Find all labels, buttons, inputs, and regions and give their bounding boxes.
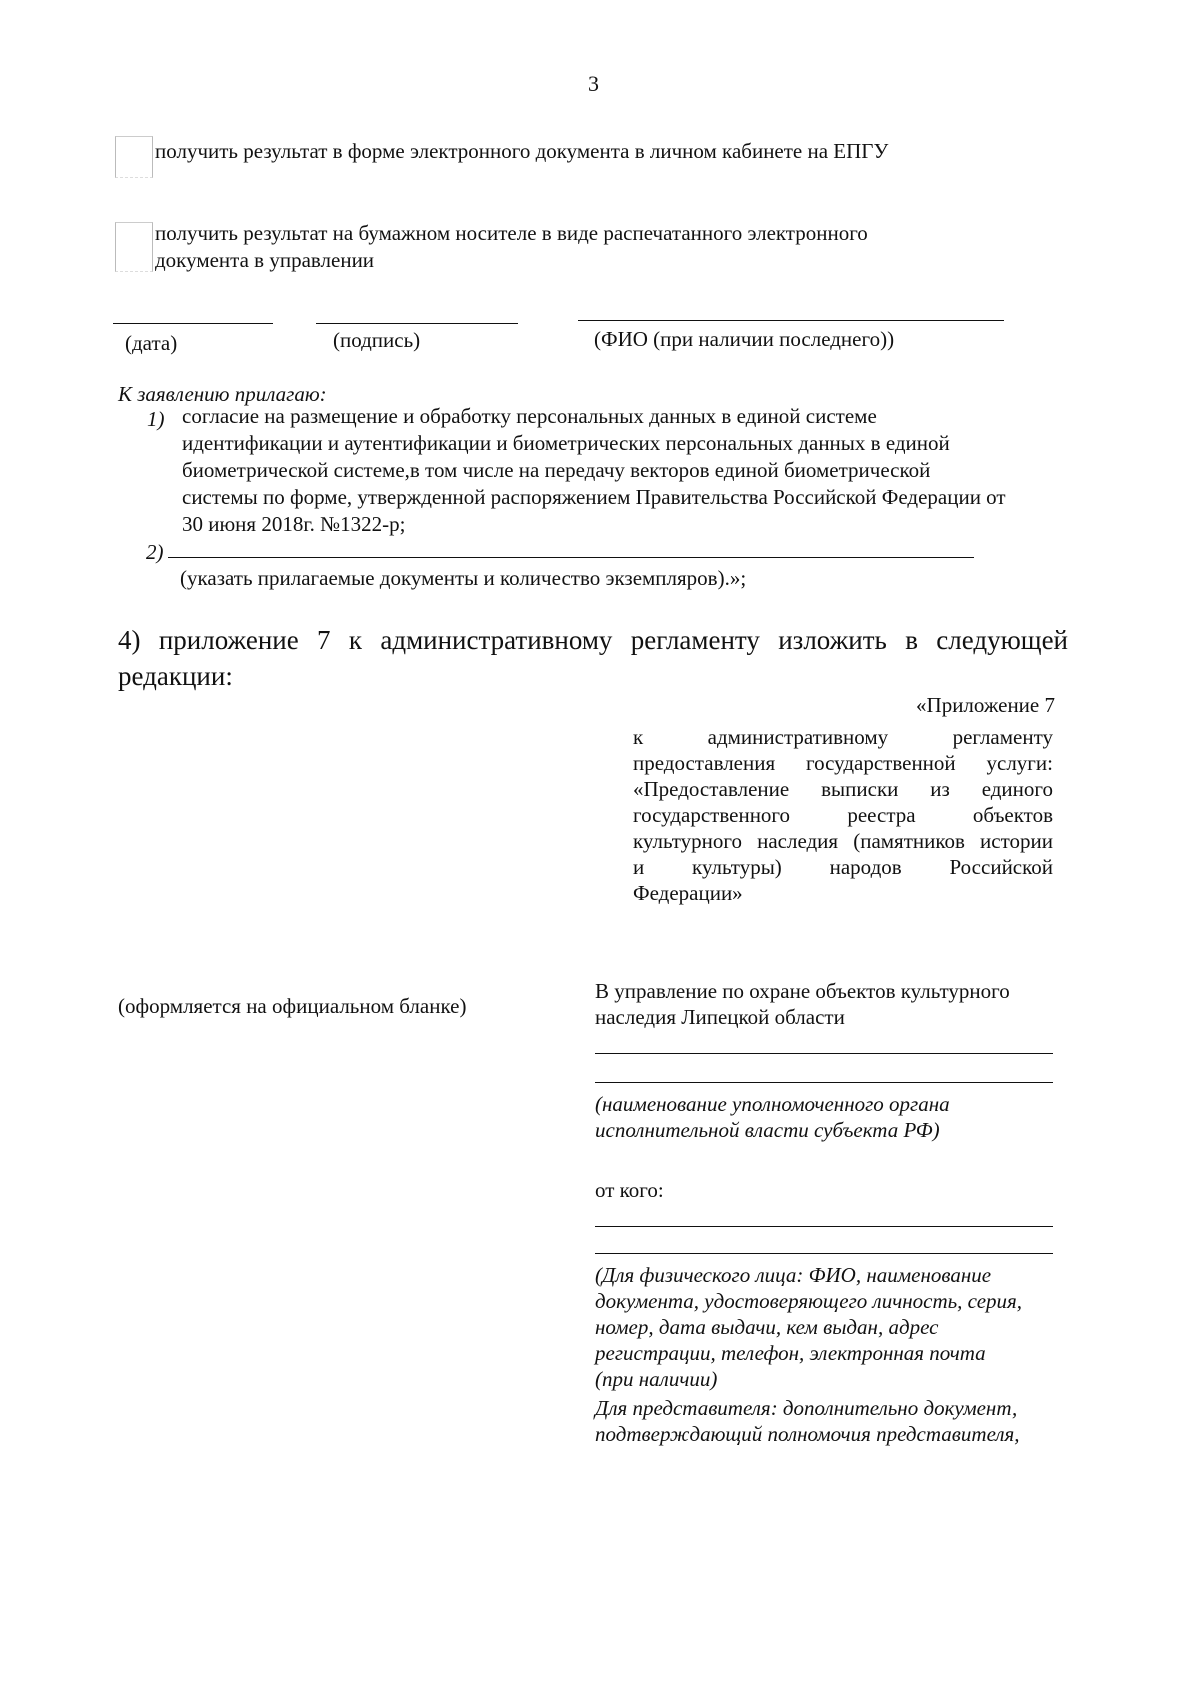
- attachment-2-hint: (указать прилагаемые документы и количество экземпляров).»;: [180, 566, 747, 590]
- date-caption: (дата): [125, 331, 178, 355]
- signature-line: [316, 323, 518, 324]
- appendix-line: и культуры) народов Российской: [633, 855, 1053, 879]
- physical-person-hint: номер, дата выдачи, кем выдан, адрес: [595, 1315, 939, 1339]
- date-line: [113, 323, 273, 324]
- appendix-line: Федерации»: [633, 881, 743, 905]
- sender-line: [595, 1226, 1053, 1227]
- official-blank-note: (оформляется на официальном бланке): [118, 994, 467, 1018]
- attachment-1-line: биометрической системе,в том числе на передачу векторов единой биометрической: [182, 458, 931, 482]
- option-label-paper-line1: получить результат на бумажном носителе в виде распечатанного электронного: [155, 221, 868, 245]
- attachment-1-line: согласие на размещение и обработку персональных данных в единой системе: [182, 404, 877, 428]
- attachment-2-number: 2): [146, 540, 164, 564]
- appendix-line: предоставления государственной услуги:: [633, 751, 1053, 775]
- physical-person-hint: документа, удостоверяющего личность, серия,: [595, 1289, 1023, 1313]
- addressee-line1: В управление по охране объектов культурного: [595, 979, 1010, 1003]
- attachment-1-line: идентификации и аутентификации и биометрических персональных данных в единой: [182, 431, 950, 455]
- option-checkbox-electronic[interactable]: [115, 136, 153, 178]
- appendix-line: «Предоставление выписки из единого: [633, 777, 1053, 801]
- appendix-line: культурного наследия (памятников истории: [633, 829, 1053, 853]
- physical-person-hint: регистрации, телефон, электронная почта: [595, 1341, 986, 1365]
- attachments-heading: К заявлению прилагаю:: [118, 382, 327, 406]
- page-number: 3: [588, 71, 599, 96]
- attachment-1-line: 30 июня 2018г. №1322-р;: [182, 512, 406, 536]
- from-label: от кого:: [595, 1178, 664, 1202]
- option-label-paper-line2: документа в управлении: [155, 248, 375, 272]
- authority-line: [595, 1082, 1053, 1083]
- addressee-line2: наследия Липецкой области: [595, 1005, 845, 1029]
- signature-caption: (подпись): [333, 328, 421, 352]
- representative-hint: Для представителя: дополнительно документ,: [595, 1396, 1018, 1420]
- sender-line: [595, 1253, 1053, 1254]
- physical-person-hint: (при наличии): [595, 1367, 718, 1391]
- attachment-1-line: системы по форме, утвержденной распоряжением Правительства Российской Федерации от: [182, 485, 1006, 509]
- representative-hint: подтверждающий полномочия представителя,: [595, 1422, 1020, 1446]
- authority-hint-line2: исполнительной власти субъекта РФ): [595, 1118, 940, 1142]
- fio-caption: (ФИО (при наличии последнего)): [594, 327, 895, 351]
- paragraph-4-line2: редакции:: [118, 661, 233, 691]
- fio-line: [578, 320, 1004, 321]
- attachment-2-line: [168, 557, 974, 558]
- appendix-line: государственного реестра объектов: [633, 803, 1053, 827]
- authority-hint-line1: (наименование уполномоченного органа: [595, 1092, 950, 1116]
- paragraph-4-line1: 4) приложение 7 к административному регламенту изложить в следующей: [118, 625, 1068, 655]
- option-checkbox-paper[interactable]: [115, 222, 153, 272]
- physical-person-hint: (Для физического лица: ФИО, наименование: [595, 1263, 992, 1287]
- appendix-line: к административному регламенту: [633, 725, 1053, 749]
- authority-line: [595, 1053, 1053, 1054]
- attachment-1-number: 1): [147, 407, 165, 431]
- appendix-title: «Приложение 7: [916, 693, 1055, 717]
- option-label-electronic: получить результат в форме электронного документа в личном кабинете на ЕПГУ: [155, 139, 889, 163]
